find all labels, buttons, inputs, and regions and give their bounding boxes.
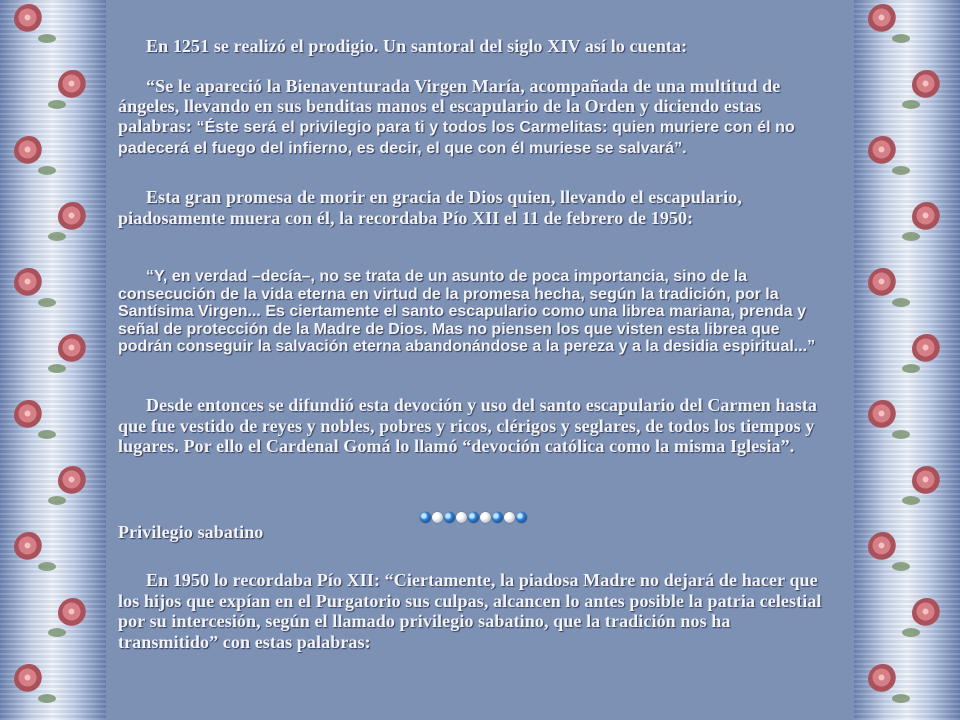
paragraph-6: En 1950 lo recordaba Pío XII: “Ciertamente, la piadosa Madre no dejará de hacer que los hijos que expían en el Purgatorio sus culpas, alcancen lo antes posible la patria celestial por su intercesión, según el llamado privilegio sabatino, que la tradición nos ha transmitido” con estas palabras: <box>118 570 822 652</box>
rose-icon <box>868 136 898 166</box>
rose-icon <box>58 466 88 496</box>
rose-icon <box>912 202 942 232</box>
leaf-icon <box>902 496 920 505</box>
rose-icon <box>58 334 88 364</box>
rose-icon <box>14 664 44 694</box>
leaf-icon <box>38 694 56 703</box>
leaf-icon <box>892 298 910 307</box>
rose-icon <box>868 664 898 694</box>
leaf-icon <box>48 100 66 109</box>
paragraph-3: Esta gran promesa de morir en gracia de Dios quien, llevando el escapulario, piadosamente muera con él, la recordaba Pío XII el 11 de febrero de 1950: <box>118 187 742 228</box>
leaf-icon <box>902 232 920 241</box>
right-decorative-border <box>854 0 960 720</box>
rose-icon <box>912 70 942 100</box>
leaf-icon <box>38 34 56 43</box>
paragraph-1: En 1251 se realizó el prodigio. Un santoral del siglo XIV así lo cuenta: <box>146 36 688 56</box>
bead-icon <box>504 512 515 523</box>
paragraph-2-intro: “Se le apareció la Bienaventurada Virgen María, acompañada de una multitud de ángeles, llevando en sus benditas manos el escapulario de la Orden y diciendo estas palabras: <box>118 76 781 136</box>
bead-icon <box>432 512 443 523</box>
paragraph-2 <box>118 76 830 157</box>
leaf-icon <box>38 298 56 307</box>
bead-icon <box>468 512 479 523</box>
rose-icon <box>14 4 44 34</box>
leaf-icon <box>48 232 66 241</box>
bead-icon <box>420 512 431 523</box>
rose-icon <box>912 598 942 628</box>
leaf-icon <box>38 166 56 175</box>
rose-icon <box>912 466 942 496</box>
rose-icon <box>868 268 898 298</box>
paragraph-2-quote: “Éste será el privilegio para ti y todos los Carmelitas: quien muriere con él no padecerá el fuego del infierno, es decir, el que con él muriese se salvará”. <box>118 119 795 157</box>
rose-icon <box>14 400 44 430</box>
rose-icon <box>58 202 88 232</box>
leaf-icon <box>892 34 910 43</box>
rose-icon <box>58 70 88 100</box>
paragraph-5: Desde entonces se difundió esta devoción y uso del santo escapulario del Carmen hasta que fue vestido de reyes y nobles, pobres y ricos, clérigos y seglares, de todos los tiempos y lugares. Por ello el Cardenal Gomá lo llamó “devoción católica como la misma Iglesia”. <box>118 395 818 456</box>
paragraph-4-quote: “Y, en verdad –decía–, no se trata de un asunto de poca importancia, sino de la consecución de la vida eterna en virtud de la promesa hecha, según la tradición, por la Santísima Virgen... Es ciertamente el santo escapulario como una librea mariana, prenda y señal de protección de la Madre de Dios. Mas no piensen los que visten esta librea que podrán conseguir la salvación eterna abandonándose a la pereza y a la desidia espiritual...” <box>118 268 816 355</box>
leaf-icon <box>892 694 910 703</box>
leaf-icon <box>892 562 910 571</box>
bead-icon <box>444 512 455 523</box>
leaf-icon <box>48 364 66 373</box>
rose-icon <box>14 268 44 298</box>
bead-icon <box>480 512 491 523</box>
leaf-icon <box>38 430 56 439</box>
bead-icon <box>456 512 467 523</box>
rose-icon <box>868 400 898 430</box>
rose-icon <box>58 598 88 628</box>
rose-icon <box>868 532 898 562</box>
rose-icon <box>14 136 44 166</box>
rose-icon <box>912 334 942 364</box>
leaf-icon <box>902 628 920 637</box>
leaf-icon <box>902 364 920 373</box>
leaf-icon <box>38 562 56 571</box>
rose-icon <box>14 532 44 562</box>
leaf-icon <box>48 628 66 637</box>
left-decorative-border <box>0 0 106 720</box>
bead-icon <box>516 512 527 523</box>
rose-icon <box>868 4 898 34</box>
leaf-icon <box>48 496 66 505</box>
bead-icon <box>492 512 503 523</box>
section-heading: Privilegio sabatino <box>118 522 264 542</box>
leaf-icon <box>892 430 910 439</box>
leaf-icon <box>892 166 910 175</box>
leaf-icon <box>902 100 920 109</box>
